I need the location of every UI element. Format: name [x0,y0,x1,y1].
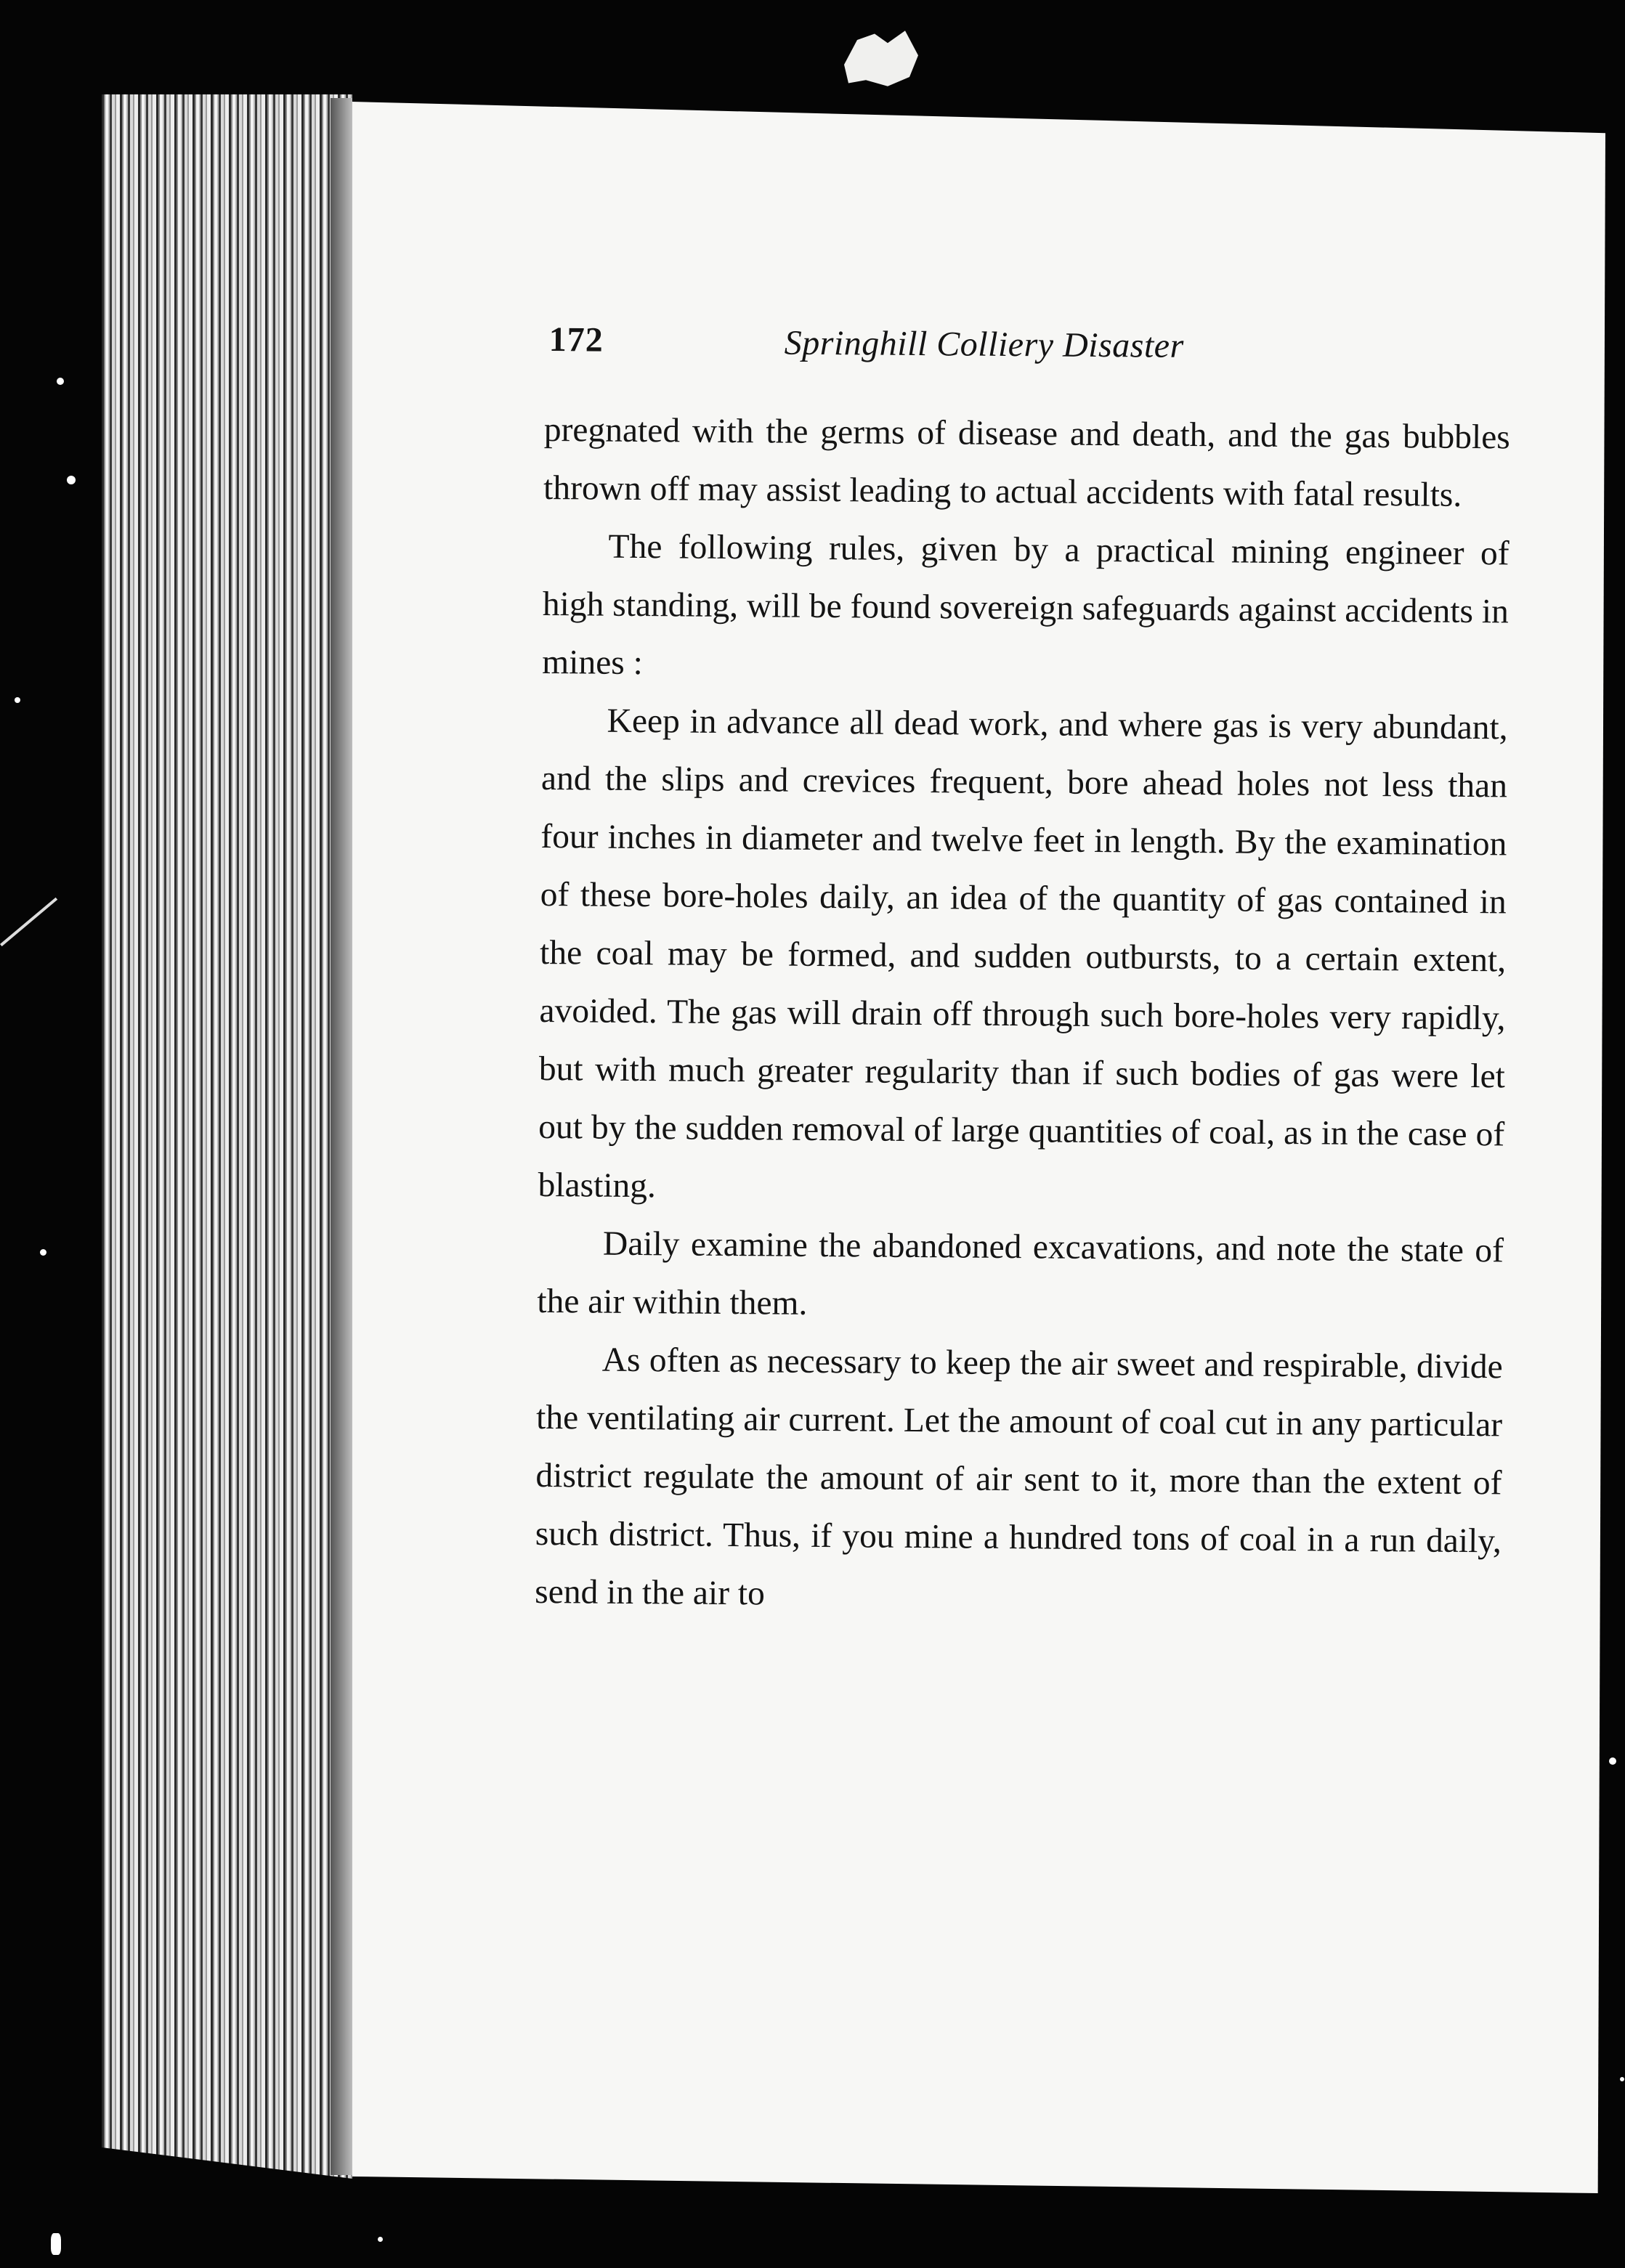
page-text-block [535,320,1511,1628]
paragraph-ventilation: As often as necessary to keep the air sweet and respirable, divide the ventilating air current. Let the amount of coal cut in any particular district regulate the amount of air sent to it, more than the extent of such district. Thus, if you mine a hundred tons of coal in a run daily, send in the air to [535,1341,1503,1613]
scan-speck [15,697,20,703]
scan-speck [40,1249,46,1256]
scan-speck [1620,2077,1624,2081]
body-text [535,401,1510,1628]
scan-speck [67,476,76,484]
page-gutter-shadow [331,98,352,2175]
scan-speck [51,2233,61,2255]
scan-speck [57,378,64,385]
page-number: 172 [548,320,604,359]
scan-speck [1609,1757,1616,1765]
book-page-edges [102,94,352,2179]
paragraph-abandoned-excavations: Daily examine the abandoned excavations, and note the state of the air within them. [537,1224,1504,1322]
paragraph-dead-work: Keep in advance all dead work, and where gas is very abundant, and the slips and crevices frequent, bore ahead holes not less than four inches in diameter and twelve feet in length. By the examination of these bore-holes daily, an idea of the quantity of gas contained in the coal may be formed, and sudden outbursts, to a certain extent, avoided. The gas will drain off through such bore-holes very rapidly, but with much greater regularity than if such bodies of gas were let out by the sudden removal of large quantities of coal, as in the case of blasting. [538,702,1508,1206]
running-title: Springhill Colliery Disaster [784,323,1184,365]
scan-speck [378,2237,383,2242]
running-head [544,320,1511,392]
paragraph-continued: pregnated with the germs of disease and death, and the gas bubbles thrown off may assist leading to actual accidents with fatal results. [543,410,1510,514]
paragraph-rules-intro: The following rules, given by a practical mining engineer of high standing, will be found sovereign safeguards against accidents in mines : [542,527,1509,683]
